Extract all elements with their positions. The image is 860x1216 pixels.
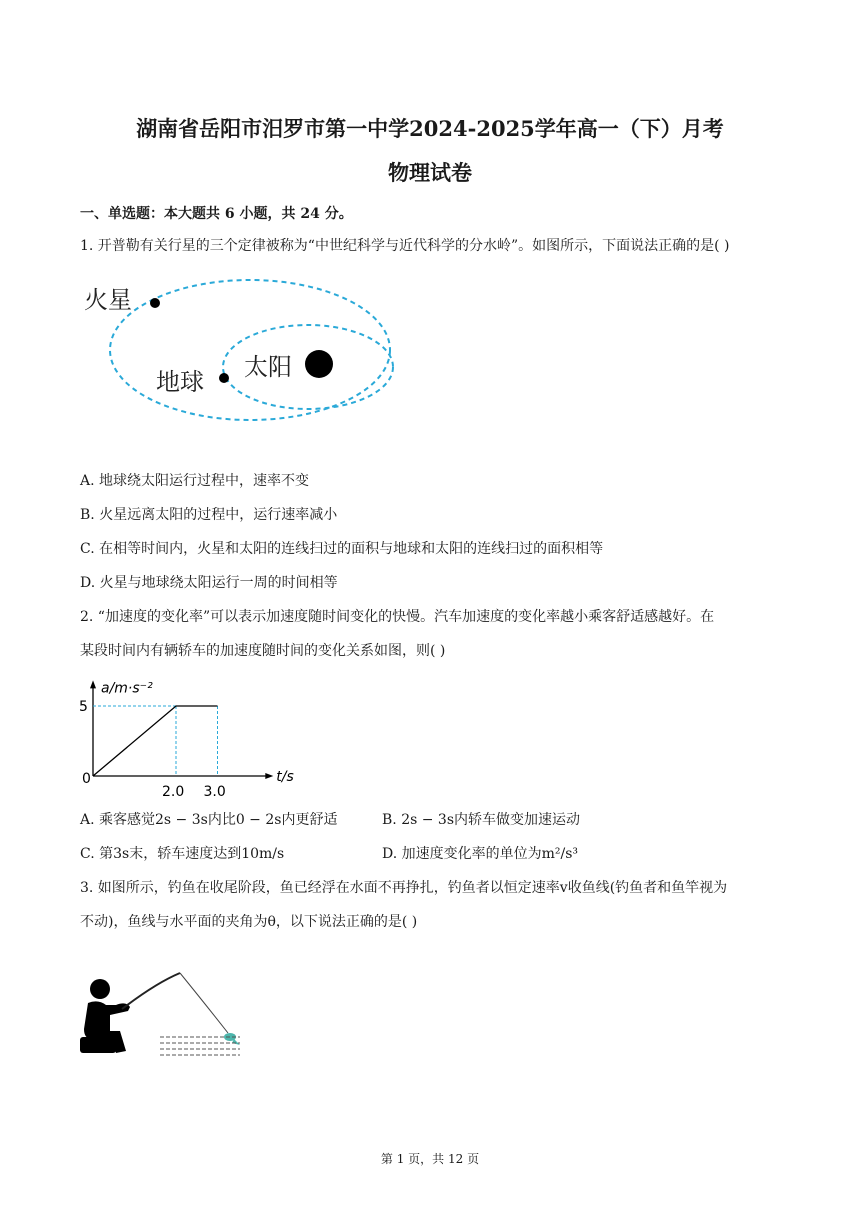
page-number: 第 1 页，共 12 页 (380, 1152, 480, 1166)
q1-option-a: A. 地球绕太阳运行过程中，速率不变 (80, 473, 310, 489)
q1-option-d: D. 火星与地球绕太阳运行一周的时间相等 (80, 575, 338, 591)
mars-label: 火星 (84, 286, 132, 314)
fishing-rod (122, 973, 180, 1009)
exam-title-line2: 物理试卷 (388, 160, 472, 185)
exam-title-line1: 湖南省岳阳市汨罗市第一中学2024-2025学年高一（下）月考 (136, 116, 724, 141)
q1-option-b: B. 火星远离太阳的过程中，运行速率减小 (80, 507, 338, 523)
q2-stem-line1: 2. “加速度的变化率”可以表示加速度随时间变化的快慢。汽车加速度的变化率越小乘客舒适感越好。在 (80, 609, 715, 625)
q2-option-b: B. 2s − 3s内轿车做变加速运动 (382, 812, 581, 828)
mars-dot (150, 298, 160, 308)
sun-dot (305, 350, 333, 378)
q3-fishing-figure (76, 965, 248, 1061)
y-axis-label: a/m·s⁻² (101, 680, 153, 697)
section-heading: 一、单选题：本大题共 6 小题，共 24 分。 (80, 206, 353, 222)
q3-stem-line2: 不动)，鱼线与水平面的夹角为θ，以下说法正确的是( ) (80, 914, 418, 930)
q1-option-c: C. 在相等时间内，火星和太阳的连线扫过的面积与地球和太阳的连线扫过的面积相等 (80, 541, 604, 557)
x-tick-0: 0 (82, 771, 91, 787)
q2-option-d: D. 加速度变化率的单位为m²/s³ (382, 846, 579, 862)
x-tick-3: 3.0 (203, 784, 226, 800)
earth-dot (219, 373, 229, 383)
acceleration-series-line (93, 706, 218, 776)
earth-label: 地球 (156, 368, 204, 396)
fishing-line (180, 973, 228, 1033)
x-axis-label: t/s (276, 769, 294, 785)
sun-label: 太阳 (244, 353, 292, 381)
fisherman-icon (80, 979, 130, 1053)
y-tick-5: 5 (79, 699, 88, 715)
q2-option-a: A. 乘客感觉2s − 3s内比0 − 2s内更舒适 (80, 812, 338, 828)
q2-stem-line2: 某段时间内有辆轿车的加速度随时间的变化关系如图，则( ) (80, 643, 446, 659)
q3-stem-line1: 3. 如图所示，钓鱼在收尾阶段，鱼已经浮在水面不再挣扎，钓鱼者以恒定速率v收鱼线(钓鱼者和鱼竿视为 (80, 880, 728, 896)
q1-orbit-figure (80, 272, 410, 424)
acceleration-time-chart (72, 670, 294, 802)
y-axis-arrow (90, 680, 96, 688)
q2-option-c: C. 第3s末，轿车速度达到10m/s (80, 846, 285, 862)
x-tick-2: 2.0 (162, 784, 185, 800)
q1-stem: 1. 开普勒有关行星的三个定律被称为“中世纪科学与近代科学的分水岭”。如图所示，下面说法正确的是( ) (80, 238, 730, 254)
x-axis-arrow (265, 773, 273, 779)
